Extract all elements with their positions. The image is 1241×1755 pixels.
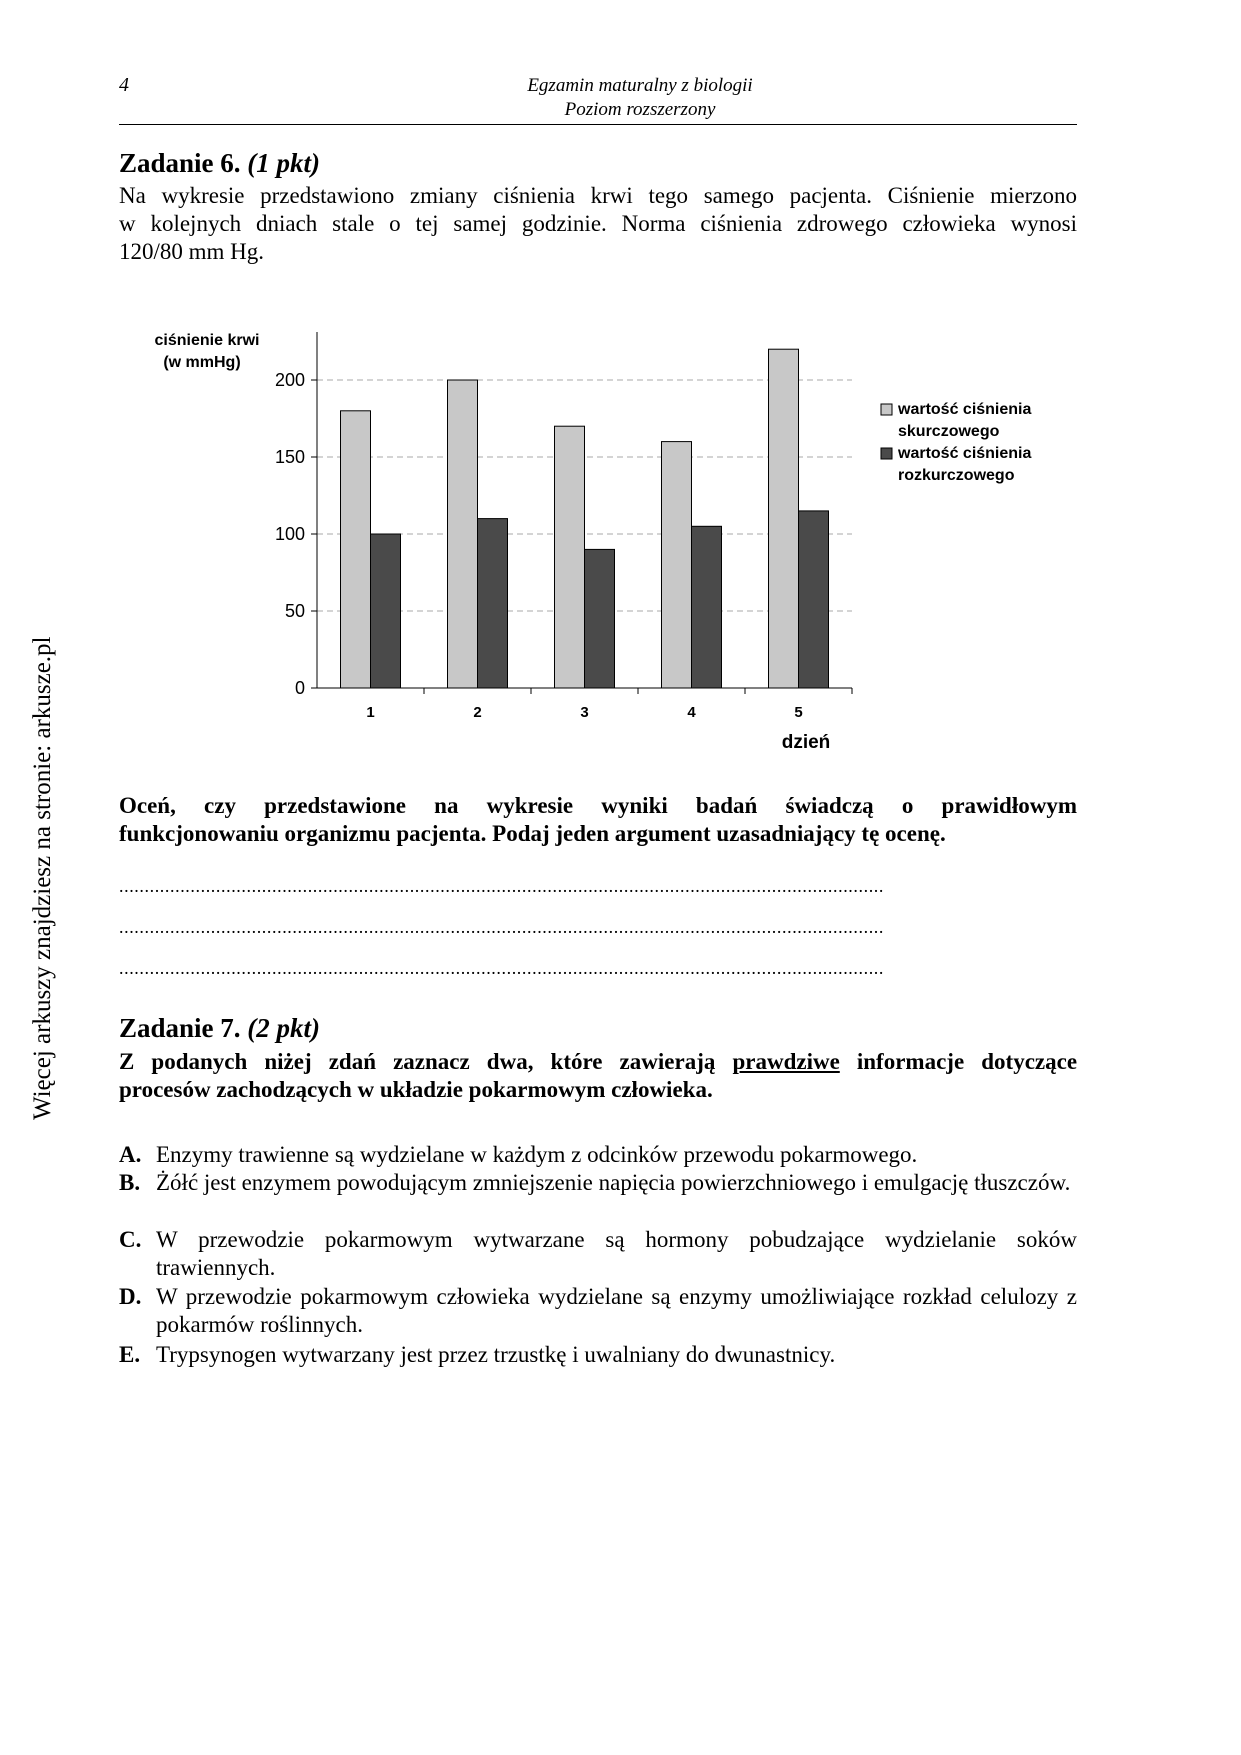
y-tick-label-150: 150 xyxy=(274,447,305,467)
task6-intro-line2: w kolejnych dniach stale o tej samej godzinie. Norma ciśnienia zdrowego człowieka wynosi xyxy=(119,211,1077,236)
y-tick-label-200: 200 xyxy=(274,370,305,390)
header-title-line1: Egzamin maturalny z biologii xyxy=(527,75,753,96)
chart-legend xyxy=(881,401,1031,484)
x-tick-label-1: 1 xyxy=(366,704,375,721)
page-number: 4 xyxy=(119,74,129,96)
legend-diastolic-line2: rozkurczowego xyxy=(898,467,1015,484)
option-c-text: W przewodzie pokarmowym wytwarzane są hormony pobudzające wydzielanie soków trawiennych. xyxy=(156,1227,1077,1280)
y-tick-label-0: 0 xyxy=(294,678,305,698)
option-e[interactable] xyxy=(119,1341,1077,1369)
option-a[interactable] xyxy=(119,1141,1077,1169)
task7-question xyxy=(119,1048,1077,1104)
option-b[interactable] xyxy=(119,1169,1077,1197)
header-title-line2: Poziom rozszerzony xyxy=(564,99,716,120)
option-a-text: Enzymy trawienne są wydzielane w każdym z odcinków przewodu pokarmowego. xyxy=(156,1142,918,1167)
legend-swatch-systolic xyxy=(881,404,892,415)
x-tick-label-5: 5 xyxy=(794,704,803,721)
task7-question-line1 xyxy=(119,1048,1077,1076)
task7-question-part-b: informacje dotyczące xyxy=(856,1049,1078,1074)
chart-ylabel-line2: (w mmHg) xyxy=(163,354,241,371)
option-d-text: W przewodzie pokarmowym człowieka wydzielane są enzymy umożliwiające rozkład celulozy z pokarmów roślinnych. xyxy=(156,1284,1077,1337)
task6-question xyxy=(119,792,1077,848)
x-tick-label-2: 2 xyxy=(473,704,482,721)
side-watermark: Więcej arkuszy znajdziesz na stronie: arkusze.pl xyxy=(29,636,56,1120)
option-e-text: Trypsynogen wytwarzany jest przez trzustkę i uwalniany do dwunastnicy. xyxy=(156,1342,836,1367)
task7-question-underlined: prawdziwe xyxy=(732,1049,840,1074)
task6-intro-line1: Na wykresie przedstawiono zmiany ciśnienia krwi tego samego pacjenta. Ciśnienie mierzono xyxy=(119,183,1077,208)
task6-title-label: Zadanie 6. xyxy=(119,148,241,178)
bar-systolic-day-5 xyxy=(769,349,799,688)
option-d-letter: D. xyxy=(119,1284,142,1309)
bar-diastolic-day-3 xyxy=(585,549,615,688)
answer-line-2[interactable]: ...................................................................................................................................................... xyxy=(119,917,884,937)
option-c[interactable] xyxy=(119,1226,1077,1282)
chart-bars xyxy=(341,349,829,688)
bar-diastolic-day-2 xyxy=(478,519,508,688)
task6-intro xyxy=(119,182,1077,266)
answer-line-3[interactable]: ...................................................................................................................................................... xyxy=(119,958,884,978)
task6-question-line2: funkcjonowaniu organizmu pacjenta. Podaj jeden argument uzasadniający tę ocenę. xyxy=(119,821,946,846)
option-b-text: Żółć jest enzymem powodującym zmniejszenie napięcia powierzchniowego i emulgację tłuszczów. xyxy=(156,1170,1071,1195)
header-divider xyxy=(119,124,1077,125)
task6-title xyxy=(119,148,320,179)
task7-title xyxy=(119,1013,320,1044)
task7-points: (2 pkt) xyxy=(247,1013,321,1043)
task6-intro-line3: 120/80 mm Hg. xyxy=(119,239,265,264)
y-tick-label-100: 100 xyxy=(274,524,305,544)
chart-ylabel-line1: ciśnienie krwi xyxy=(154,332,260,349)
bar-diastolic-day-4 xyxy=(692,526,722,688)
legend-diastolic-line1: wartość ciśnienia xyxy=(898,445,1032,462)
task6-points: (1 pkt) xyxy=(247,148,321,178)
option-e-letter: E. xyxy=(119,1342,141,1367)
legend-systolic-line2: skurczowego xyxy=(898,423,1000,440)
x-tick-label-3: 3 xyxy=(580,704,589,721)
task6-question-line1: Oceń, czy przedstawione na wykresie wyniki badań świadczą o prawidłowym xyxy=(119,793,1077,818)
header-title xyxy=(420,74,860,122)
chart-xlabel: dzień xyxy=(781,732,831,753)
y-tick-label-50: 50 xyxy=(284,601,305,621)
task7-title-label: Zadanie 7. xyxy=(119,1013,241,1043)
option-d[interactable] xyxy=(119,1283,1077,1339)
bar-systolic-day-4 xyxy=(662,442,692,688)
option-a-letter: A. xyxy=(119,1142,142,1167)
bar-systolic-day-1 xyxy=(341,411,371,688)
x-tick-label-4: 4 xyxy=(687,704,696,721)
option-b-letter: B. xyxy=(119,1170,141,1195)
task7-question-line2: procesów zachodzących w układzie pokarmowym człowieka. xyxy=(119,1077,713,1102)
bar-diastolic-day-5 xyxy=(799,511,829,688)
bar-diastolic-day-1 xyxy=(371,534,401,688)
task7-question-part-a: Z podanych niżej zdań zaznacz dwa, które zawierają xyxy=(119,1049,716,1074)
bar-systolic-day-3 xyxy=(555,426,585,688)
legend-swatch-diastolic xyxy=(881,448,892,459)
blood-pressure-chart xyxy=(140,318,1032,758)
option-c-letter: C. xyxy=(119,1227,142,1252)
answer-line-1[interactable]: ...................................................................................................................................................... xyxy=(119,876,884,896)
legend-systolic-line1: wartość ciśnienia xyxy=(898,401,1032,418)
bar-systolic-day-2 xyxy=(448,380,478,688)
